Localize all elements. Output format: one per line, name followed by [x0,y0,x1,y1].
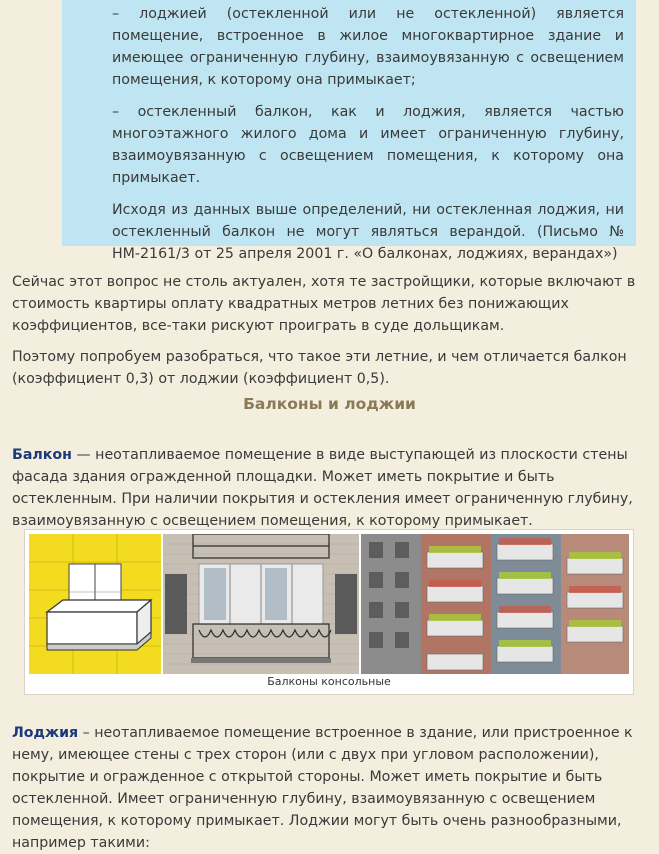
article-paragraph-relevance: Сейчас этот вопрос не столь актуален, хотя те застройщики, которые включают в стоимость квартиры оплату квадратных метров летних без понижающих коэффициентов, все-таки рискуют проиграть в суде дольщикам. [12,274,636,335]
balcony-schematic-panel [29,534,161,674]
quote-paragraph-glazed-balcony: – остекленный балкон, как и лоджия, является частью многоэтажного жилого дома и имеет ограниченную глубину, взаимоувязанную с освещением помещения, к которому она примыкает. [112,104,624,186]
article-paragraph-coefficients: Поэтому попробуем разобраться, что такое эти летние, и чем отличается балкон (коэффициент 0,3) от лоджии (коэффициент 0,5). [12,349,627,388]
modern-building-panel [361,534,629,674]
balcony-term: Балкон [12,447,72,464]
balcony-definition-text: — неотапливаемое помещение в виде выступающей из плоскости стены фасада здания огражденной площадки. Может иметь покрытие и быть остекленным. При наличии покрытия и остекления имеет ограниченную глубину, взаимоувязанную с освещением помещения, к которому примыкает. [12,447,633,530]
quote-paragraph-loggia: – лоджией (остекленной или не остекленной) является помещение, встроенное в жилое многоквартирное здание и имеющее ограниченную глубину, взаимоувязанную с освещением помещения, к которому она примыкает; [112,6,624,88]
definition-quote-box [62,0,636,262]
brick-building-panel [163,534,359,674]
balconies-illustration [29,534,629,674]
section-heading: Балконы и лоджии [243,395,416,413]
quote-paragraph-conclusion: Исходя из данных выше определений, ни остекленная лоджия, ни остекленный балкон не могут являться верандой. (Письмо № НМ-2161/3 от 25 апреля 2001 г. «О балконах, лоджиях, верандах») [112,202,624,262]
balcony-definition [12,444,647,532]
figure-caption: Балконы консольные [267,675,391,688]
loggia-definition-text: – неотапливаемое помещение встроенное в здание, или пристроенное к нему, имеющее стены с трех сторон (или с двух при угловом расположении), покрытие и огражденное с открытой стороны. Может иметь покрытие и быть остекленной. Имеет ограниченную глубину, взаимоувязанную с освещением помещения, к которому примыкает. Лоджии могут быть очень разнообразными, например такими: [12,725,633,852]
loggia-definition [12,722,647,854]
loggia-term: Лоджия [12,725,79,742]
balconies-figure [24,529,634,695]
